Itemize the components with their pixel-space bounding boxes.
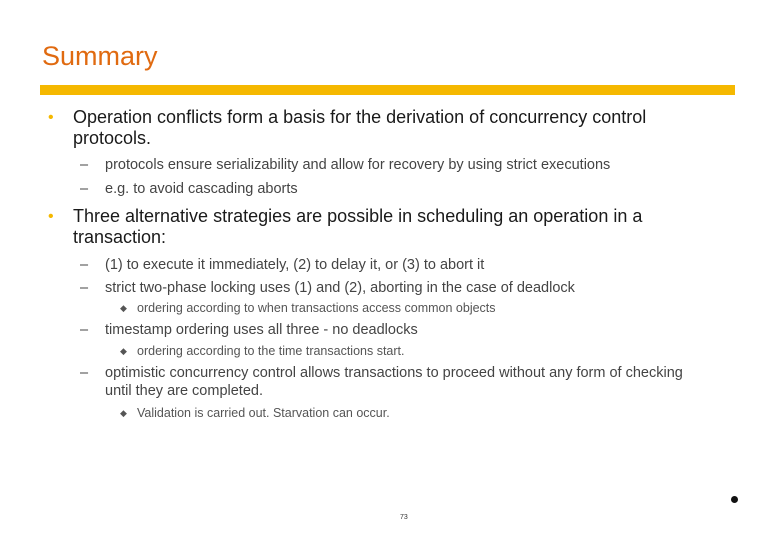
detail-item bbox=[120, 344, 405, 359]
sub-item-text: (1) to execute it immediately, (2) to delay it, or (3) to abort it bbox=[105, 257, 485, 273]
dash-icon: – bbox=[80, 322, 89, 338]
sub-item-text: strict two-phase locking uses (1) and (2), aborting in the case of deadlock bbox=[105, 280, 575, 296]
small-bullet-icon: ◆ bbox=[120, 408, 127, 418]
sub-item-text: timestamp ordering uses all three - no deadlocks bbox=[105, 322, 418, 338]
bullet-icon: • bbox=[48, 208, 54, 225]
dash-icon: – bbox=[80, 181, 89, 197]
dash-icon: – bbox=[80, 280, 89, 296]
sub-item bbox=[80, 180, 705, 198]
detail-item bbox=[120, 406, 390, 421]
slide-title: Summary bbox=[42, 41, 158, 71]
small-bullet-icon: ◆ bbox=[120, 346, 127, 356]
bullet-item-2 bbox=[48, 206, 723, 248]
dash-icon: – bbox=[80, 365, 89, 381]
corner-dot-icon bbox=[731, 496, 738, 503]
detail-item-text: Validation is carried out. Starvation can occur. bbox=[137, 406, 390, 420]
detail-item-text: ordering according to the time transactions start. bbox=[137, 344, 405, 358]
bullet-icon: • bbox=[48, 109, 54, 126]
sub-item bbox=[80, 364, 695, 400]
sub-item bbox=[80, 321, 705, 339]
title-divider bbox=[40, 85, 735, 95]
sub-item bbox=[80, 256, 705, 274]
dash-icon: – bbox=[80, 157, 89, 173]
dash-icon: – bbox=[80, 257, 89, 273]
sub-item-text: e.g. to avoid cascading aborts bbox=[105, 181, 298, 197]
sub-item bbox=[80, 279, 705, 297]
sub-item-text: optimistic concurrency control allows transactions to proceed without any form of checking until they are completed. bbox=[105, 365, 683, 399]
bullet-text: Operation conflicts form a basis for the derivation of concurrency control protocols. bbox=[73, 107, 647, 148]
page-number: 73 bbox=[400, 514, 408, 521]
sub-item bbox=[80, 156, 705, 174]
small-bullet-icon: ◆ bbox=[120, 303, 127, 313]
sub-item-text: protocols ensure serializability and allow for recovery by using strict executions bbox=[105, 157, 611, 173]
bullet-text: Three alternative strategies are possible in scheduling an operation in a transaction: bbox=[73, 206, 643, 247]
bullet-item-1 bbox=[48, 107, 723, 149]
detail-item-text: ordering according to when transactions access common objects bbox=[137, 301, 496, 315]
detail-item bbox=[120, 301, 496, 316]
